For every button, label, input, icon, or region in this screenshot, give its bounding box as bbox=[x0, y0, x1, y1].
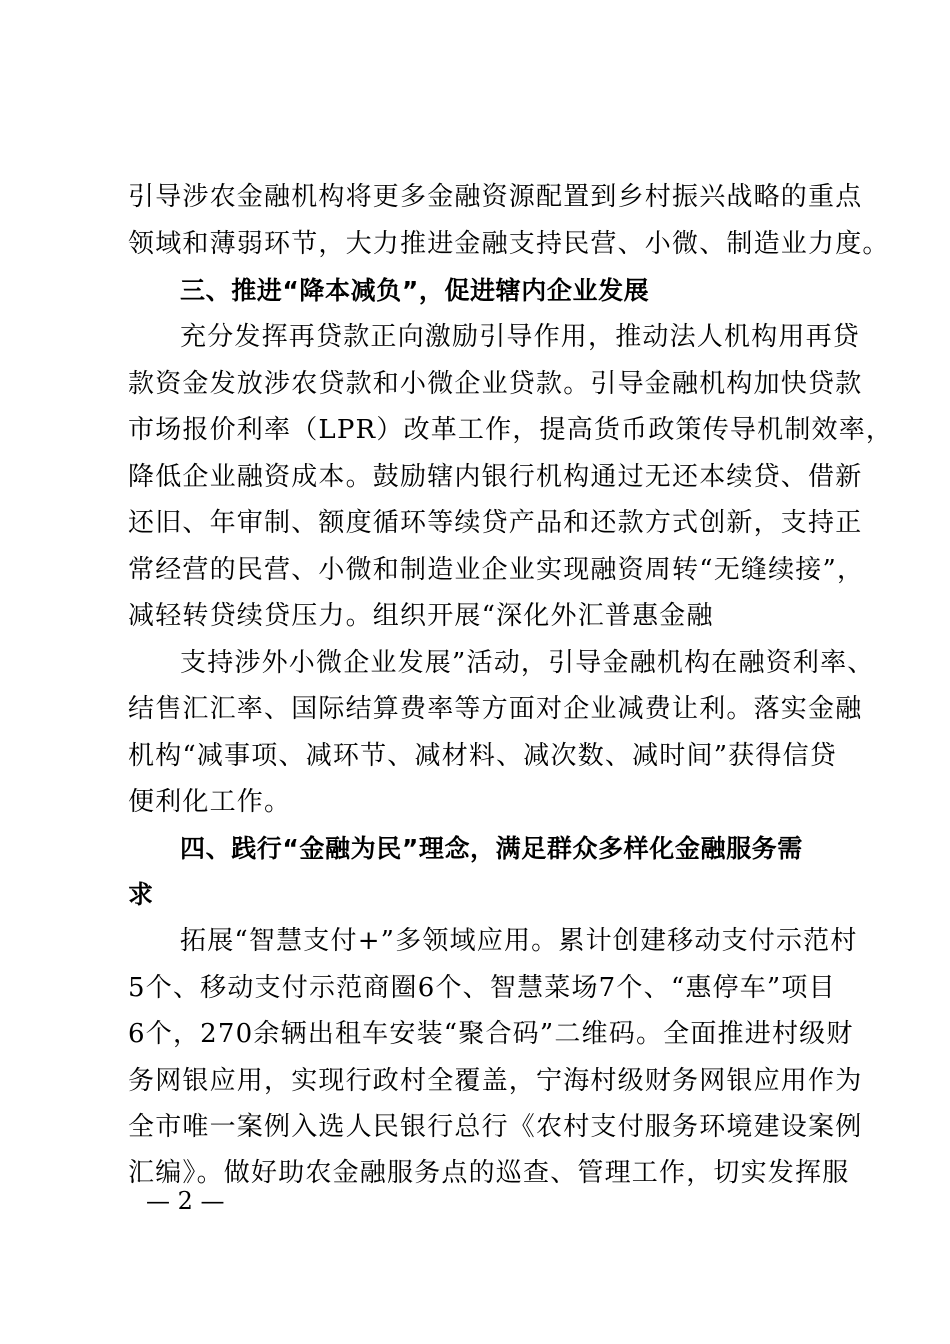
section-heading-4: 四、践行“金融为民”理念，满足群众多样化金融服务需 bbox=[180, 834, 803, 863]
paragraph-line: 引导涉农金融机构将更多金融资源配置到乡村振兴战略的重点 bbox=[128, 182, 863, 212]
paragraph-line: 还旧、年审制、额度循环等续贷产品和还款方式创新，支持正 bbox=[128, 508, 863, 538]
paragraph-line: 汇编》。做好助农金融服务点的巡查、管理工作，切实发挥服 bbox=[128, 1158, 850, 1188]
paragraph-line: 市场报价利率（LPR）改革工作，提高货币政策传导机制效率， bbox=[128, 415, 894, 445]
paragraph-line: 5个、移动支付示范商圈6个、智慧菜场7个、“惠停车”项目 bbox=[128, 973, 836, 1003]
section-heading-4-continued: 求 bbox=[128, 880, 154, 909]
paragraph-line: 机构“减事项、减环节、减材料、减次数、减时间”获得信贷 bbox=[128, 741, 837, 771]
page-number: — 2 — bbox=[146, 1187, 225, 1215]
paragraph-line: 拓展“智慧支付+”多领域应用。累计创建移动支付示范村 bbox=[180, 926, 858, 956]
paragraph-line: 全市唯一案例入选人民银行总行《农村支付服务环境建设案例 bbox=[128, 1112, 863, 1142]
paragraph-line: 充分发挥再贷款正向激励引导作用，推动法人机构用再贷 bbox=[180, 322, 861, 352]
paragraph-line: 便利化工作。 bbox=[128, 787, 292, 817]
paragraph-line: 领域和薄弱环节，大力推进金融支持民营、小微、制造业力度。 bbox=[128, 229, 890, 259]
paragraph-line: 务网银应用，实现行政村全覆盖，宁海村级财务网银应用作为 bbox=[128, 1066, 863, 1096]
paragraph-line: 6个，270余辆出租车安装“聚合码”二维码。全面推进村级财 bbox=[128, 1019, 854, 1049]
paragraph-line: 支持涉外小微企业发展”活动，引导金融机构在融资利率、 bbox=[180, 648, 875, 678]
paragraph-line: 减轻转贷续贷压力。组织开展“深化外汇普惠金融 bbox=[128, 601, 714, 631]
paragraph-line: 常经营的民营、小微和制造业企业实现融资周转“无缝续接”， bbox=[128, 555, 865, 585]
paragraph-line: 降低企业融资成本。鼓励辖内银行机构通过无还本续贷、借新 bbox=[128, 462, 863, 492]
section-heading-3: 三、推进“降本减负”，促进辖内企业发展 bbox=[180, 276, 650, 305]
paragraph-line: 结售汇汇率、国际结算费率等方面对企业减费让利。落实金融 bbox=[128, 694, 863, 724]
paragraph-line: 款资金发放涉农贷款和小微企业贷款。引导金融机构加快贷款 bbox=[128, 369, 863, 399]
